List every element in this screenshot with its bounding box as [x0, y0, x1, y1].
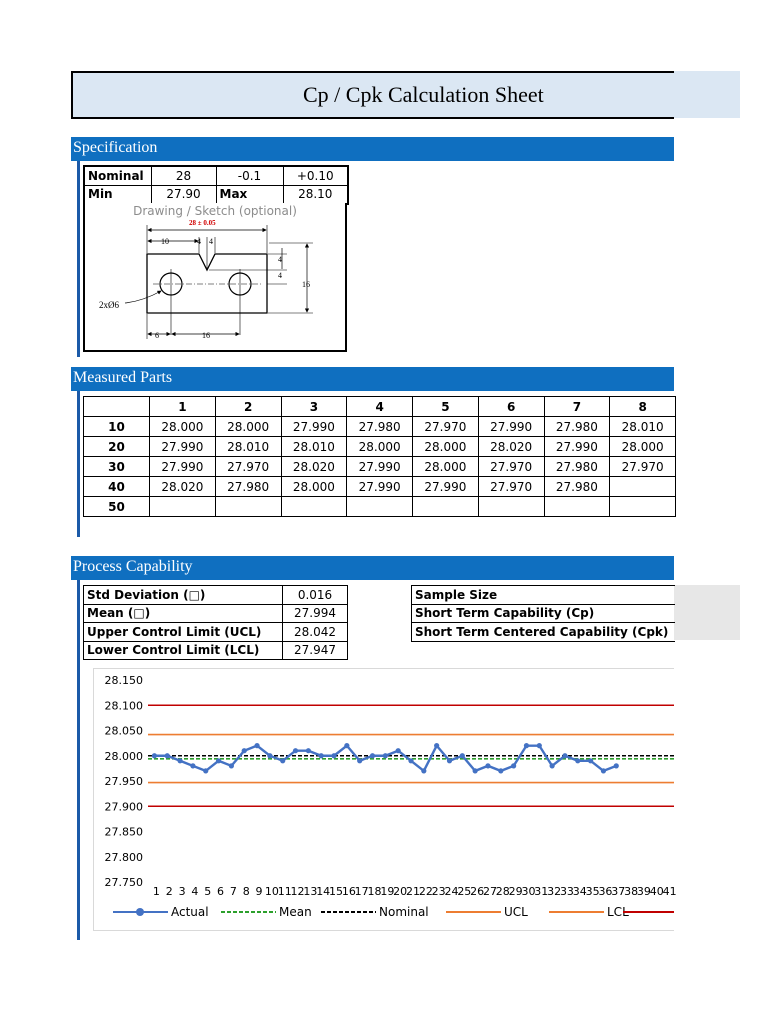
capability-stats-table — [83, 585, 348, 660]
measurement-cell[interactable] — [610, 497, 676, 517]
actual-data-point — [511, 763, 516, 768]
legend-marker — [136, 908, 144, 916]
x-tick-label: 8 — [242, 885, 250, 898]
column-header: 1 — [150, 397, 216, 417]
column-header: 7 — [544, 397, 610, 417]
actual-data-point — [524, 743, 529, 748]
sample-size-label: Sample Size — [412, 586, 675, 605]
measurement-cell[interactable]: 28.010 — [215, 437, 281, 457]
actual-data-point — [267, 753, 272, 758]
actual-data-point — [498, 768, 503, 773]
sketch-area[interactable] — [83, 203, 347, 352]
actual-data-point — [550, 763, 555, 768]
dim-v4a: 4 — [278, 255, 282, 264]
measurement-cell[interactable]: 28.020 — [150, 477, 216, 497]
x-tick-label: 27 — [482, 885, 497, 898]
measurement-cell[interactable] — [544, 497, 610, 517]
actual-data-point — [331, 753, 336, 758]
min-cell: 27.90 — [151, 185, 216, 204]
x-tick-label: 2 — [165, 885, 173, 898]
capability-index-table — [411, 585, 675, 642]
actual-data-point — [216, 758, 221, 763]
x-tick-label: 1 — [152, 885, 160, 898]
y-tick-label: 28.050 — [104, 724, 143, 738]
x-tick-label: 33 — [559, 885, 574, 898]
y-tick-label: 28.100 — [104, 699, 143, 713]
x-tick-label: 12 — [290, 885, 305, 898]
y-tick-label: 28.150 — [104, 674, 143, 687]
measurement-cell[interactable]: 27.980 — [544, 477, 610, 497]
actual-data-point — [177, 758, 182, 763]
page-title: Cp / Cpk Calculation Sheet — [303, 82, 544, 107]
actual-data-point — [306, 748, 311, 753]
x-tick-label: 4 — [191, 885, 199, 898]
mean-value: 27.994 — [283, 604, 348, 623]
mean-label: Mean (□) — [84, 604, 283, 623]
measurement-cell[interactable]: 27.970 — [478, 457, 544, 477]
actual-data-point — [344, 743, 349, 748]
dim-b6: 6 — [155, 331, 159, 340]
actual-data-point — [152, 753, 157, 758]
title-background — [674, 71, 740, 118]
row-label: 10 — [84, 417, 150, 437]
actual-data-point — [601, 768, 606, 773]
measurement-cell[interactable]: 28.000 — [347, 437, 413, 457]
measurement-cell[interactable] — [150, 497, 216, 517]
measurement-cell[interactable]: 27.990 — [347, 457, 413, 477]
legend-label: Actual — [171, 905, 209, 919]
measurement-cell[interactable]: 28.020 — [478, 437, 544, 457]
y-tick-label: 27.950 — [104, 775, 143, 788]
column-header: 8 — [610, 397, 676, 417]
measurement-cell[interactable]: 27.980 — [215, 477, 281, 497]
actual-data-point — [370, 753, 375, 758]
measurement-cell[interactable]: 27.990 — [347, 477, 413, 497]
column-header: 5 — [413, 397, 479, 417]
x-tick-label: 36 — [598, 885, 613, 898]
control-chart — [93, 668, 677, 931]
table-row — [84, 457, 676, 477]
actual-data-point — [408, 758, 413, 763]
x-tick-label: 18 — [367, 885, 382, 898]
section-header-specification: Specification — [71, 137, 674, 161]
measurement-cell[interactable]: 27.990 — [150, 437, 216, 457]
legend-label: Mean — [279, 905, 312, 919]
dim-4b: 4 — [209, 237, 213, 246]
sketch-caption: Drawing / Sketch (optional) — [133, 204, 297, 218]
x-tick-label: 21 — [406, 885, 420, 898]
measurement-cell[interactable] — [610, 477, 676, 497]
y-tick-label: 27.800 — [104, 850, 143, 864]
actual-data-point — [562, 753, 567, 758]
lcl-label: Lower Control Limit (LCL) — [84, 641, 283, 660]
measurement-cell[interactable]: 27.980 — [347, 417, 413, 437]
lower-tolerance-cell[interactable]: -0.1 — [216, 166, 283, 185]
actual-data-point — [473, 768, 478, 773]
max-cell: 28.10 — [283, 185, 348, 204]
nominal-cell[interactable]: 28 — [151, 166, 216, 185]
actual-data-point — [280, 758, 285, 763]
x-tick-label: 31 — [534, 885, 549, 898]
column-header: 4 — [347, 397, 413, 417]
x-tick-label: 30 — [521, 885, 536, 898]
measurement-cell[interactable]: 28.000 — [150, 417, 216, 437]
measurement-cell[interactable]: 27.970 — [610, 457, 676, 477]
x-tick-label: 6 — [217, 885, 225, 898]
dim-4a: 4 — [197, 237, 201, 246]
measurement-cell[interactable]: 27.990 — [478, 417, 544, 437]
actual-data-point — [434, 743, 439, 748]
max-label: Max — [216, 185, 283, 204]
row-label: 40 — [84, 477, 150, 497]
section-bar — [77, 391, 80, 537]
x-tick-label: 41 — [662, 885, 677, 898]
measurement-cell[interactable]: 27.970 — [413, 417, 479, 437]
std-deviation-value: 0.016 — [283, 586, 348, 605]
x-tick-label: 25 — [457, 885, 472, 898]
row-label: 50 — [84, 497, 150, 517]
actual-data-point — [383, 753, 388, 758]
cpk-label: Short Term Centered Capability (Cpk) — [412, 623, 675, 642]
x-tick-label: 39 — [636, 885, 651, 898]
x-tick-label: 3 — [178, 885, 186, 898]
measurement-cell[interactable]: 27.990 — [150, 457, 216, 477]
x-tick-label: 19 — [380, 885, 395, 898]
dim-overall: 28 ± 0.05 — [189, 219, 216, 227]
dim-b16: 16 — [202, 331, 210, 340]
measurement-cell[interactable]: 28.000 — [610, 437, 676, 457]
measurement-cell[interactable] — [281, 497, 347, 517]
x-tick-label: 40 — [649, 885, 664, 898]
upper-tolerance-cell[interactable]: +0.10 — [283, 166, 348, 185]
x-tick-label: 28 — [495, 885, 510, 898]
actual-data-point — [319, 753, 324, 758]
actual-data-point — [165, 753, 170, 758]
x-tick-label: 14 — [316, 885, 331, 898]
measured-table — [83, 396, 676, 517]
actual-data-point — [447, 758, 452, 763]
x-tick-label: 26 — [470, 885, 485, 898]
table-row — [84, 417, 676, 437]
actual-data-point — [357, 758, 362, 763]
measurement-cell[interactable]: 27.970 — [478, 477, 544, 497]
x-tick-label: 29 — [508, 885, 523, 898]
dim-v4b: 4 — [278, 271, 282, 280]
column-header: 3 — [281, 397, 347, 417]
measurement-cell[interactable]: 28.010 — [610, 417, 676, 437]
actual-data-point — [421, 768, 426, 773]
dim-h16: 16 — [302, 280, 310, 289]
column-header: 6 — [478, 397, 544, 417]
x-tick-label: 38 — [624, 885, 639, 898]
measurement-cell[interactable]: 28.020 — [281, 457, 347, 477]
actual-data-point — [190, 763, 195, 768]
actual-data-point — [254, 743, 259, 748]
measurement-cell[interactable]: 27.990 — [544, 437, 610, 457]
x-tick-label: 24 — [444, 885, 459, 898]
column-header: 2 — [215, 397, 281, 417]
y-tick-label: 27.900 — [104, 800, 143, 814]
x-tick-label: 37 — [611, 885, 626, 898]
legend-label: LCL — [607, 905, 629, 919]
section-bar — [77, 580, 80, 940]
measurement-cell[interactable]: 27.990 — [413, 477, 479, 497]
nominal-label: Nominal — [84, 166, 151, 185]
x-tick-label: 13 — [303, 885, 318, 898]
actual-data-point — [575, 758, 580, 763]
measurement-cell[interactable]: 28.000 — [413, 457, 479, 477]
x-tick-label: 10 — [264, 885, 279, 898]
actual-data-point — [588, 758, 593, 763]
cp-label: Short Term Capability (Cp) — [412, 604, 675, 623]
section-bar — [77, 161, 80, 357]
corner-cell — [84, 397, 150, 417]
section-header-capability: Process Capability — [71, 556, 674, 580]
measurement-cell[interactable]: 28.010 — [281, 437, 347, 457]
table-row — [84, 497, 676, 517]
actual-data-point — [460, 753, 465, 758]
legend-label: Nominal — [379, 905, 429, 919]
measurement-cell[interactable]: 28.000 — [215, 417, 281, 437]
actual-data-point — [614, 763, 619, 768]
table-row — [84, 477, 676, 497]
x-tick-label: 23 — [431, 885, 446, 898]
row-label: 30 — [84, 457, 150, 477]
lcl-value: 27.947 — [283, 641, 348, 660]
min-label: Min — [84, 185, 151, 204]
ucl-value: 28.042 — [283, 623, 348, 642]
section-header-measured: Measured Parts — [71, 367, 674, 391]
measured-header-row — [84, 397, 676, 417]
measurement-cell[interactable] — [413, 497, 479, 517]
row-label: 20 — [84, 437, 150, 457]
measurement-cell[interactable]: 27.980 — [544, 457, 610, 477]
x-tick-label: 34 — [572, 885, 587, 898]
dim-holes: 2xØ6 — [99, 300, 119, 310]
x-tick-label: 32 — [547, 885, 562, 898]
capability-values-background — [674, 585, 740, 640]
actual-data-point — [203, 768, 208, 773]
y-tick-label: 27.850 — [104, 825, 143, 839]
legend-label: UCL — [504, 905, 528, 919]
x-tick-label: 22 — [418, 885, 433, 898]
y-tick-label: 27.750 — [104, 876, 143, 889]
actual-data-point — [229, 763, 234, 768]
ucl-label: Upper Control Limit (UCL) — [84, 623, 283, 642]
actual-data-point — [537, 743, 542, 748]
x-tick-label: 7 — [229, 885, 237, 898]
actual-data-point — [396, 748, 401, 753]
x-tick-label: 16 — [341, 885, 356, 898]
measurement-cell[interactable]: 28.000 — [281, 477, 347, 497]
x-tick-label: 35 — [585, 885, 600, 898]
std-deviation-label: Std Deviation (□) — [84, 586, 283, 605]
measurement-cell[interactable]: 27.980 — [544, 417, 610, 437]
spec-table — [83, 165, 349, 205]
measurement-cell[interactable] — [478, 497, 544, 517]
x-tick-label: 5 — [204, 885, 212, 898]
measurement-cell[interactable] — [215, 497, 281, 517]
measurement-cell[interactable]: 28.000 — [413, 437, 479, 457]
measurement-cell[interactable]: 27.970 — [215, 457, 281, 477]
x-tick-label: 9 — [255, 885, 263, 898]
x-tick-label: 15 — [329, 885, 344, 898]
actual-data-point — [293, 748, 298, 753]
x-tick-label: 17 — [354, 885, 369, 898]
measurement-cell[interactable] — [347, 497, 413, 517]
table-row — [84, 437, 676, 457]
actual-data-point — [242, 748, 247, 753]
x-tick-label: 11 — [277, 885, 292, 898]
y-tick-label: 28.000 — [104, 749, 143, 763]
dim-10: 10 — [161, 237, 169, 246]
x-tick-label: 20 — [393, 885, 408, 898]
measurement-cell[interactable]: 27.990 — [281, 417, 347, 437]
part-drawing — [85, 203, 345, 350]
actual-data-point — [485, 763, 490, 768]
